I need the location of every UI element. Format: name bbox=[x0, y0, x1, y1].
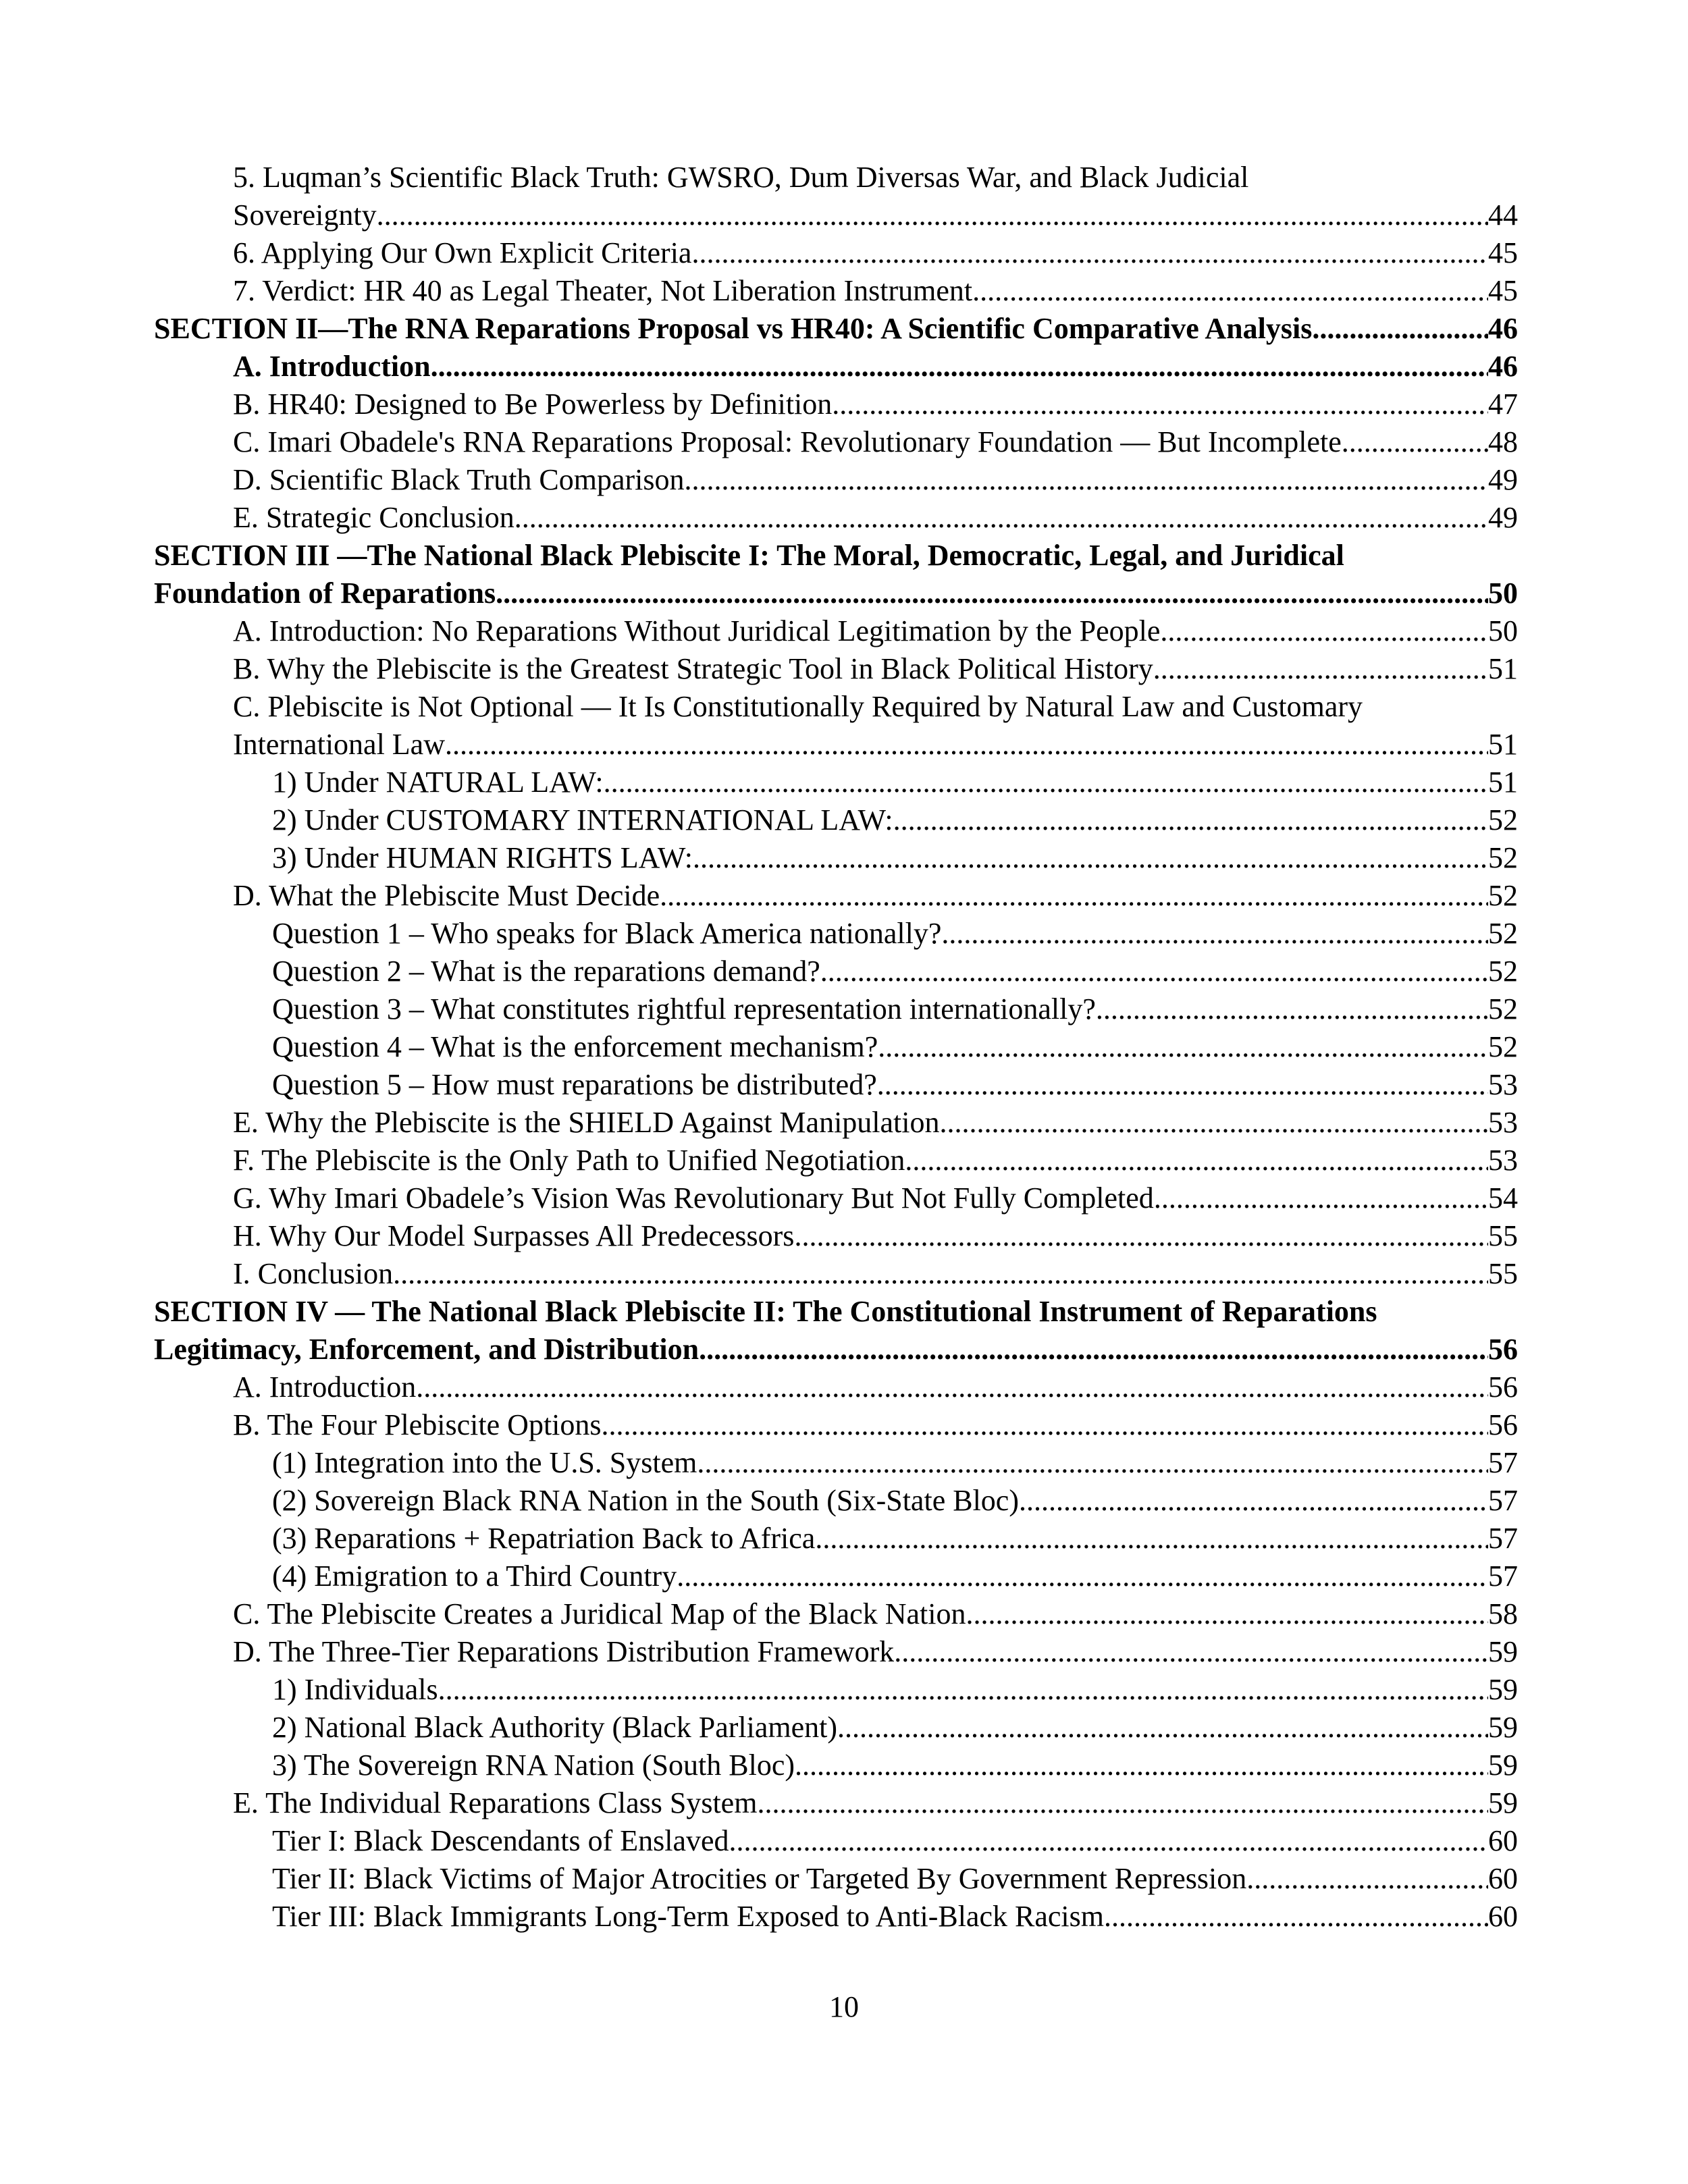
toc-entry-title: E. The Individual Reparations Class System bbox=[233, 1786, 758, 1819]
toc-entry-title: C. The Plebiscite Creates a Juridical Map of the Black Nation bbox=[233, 1597, 966, 1630]
toc-page-number: 47 bbox=[1488, 388, 1518, 421]
toc-leader-dots bbox=[438, 1671, 1488, 1709]
toc-page-number: 45 bbox=[1488, 236, 1518, 269]
toc-entry-title: A. Introduction: No Reparations Without Juridical Legitimation by the People bbox=[233, 614, 1161, 647]
toc-entry[interactable] bbox=[154, 1028, 1518, 1066]
toc-entry[interactable] bbox=[154, 877, 1518, 915]
toc-entry-line: SECTION IV — The National Black Plebiscite II: The Constitutional Instrument of Reparations bbox=[154, 1295, 1377, 1328]
toc-entry-title: C. Imari Obadele's RNA Reparations Proposal: Revolutionary Foundation — But Incomplete bbox=[233, 425, 1342, 458]
toc-entry-line: C. Plebiscite is Not Optional — It Is Constitutionally Required by Natural Law and Customary bbox=[233, 690, 1363, 723]
toc-leader-dots bbox=[697, 1444, 1488, 1482]
toc-page-number: 50 bbox=[1488, 577, 1518, 610]
toc-entry[interactable] bbox=[154, 650, 1518, 688]
toc-leader-dots bbox=[893, 801, 1488, 839]
toc-leader-dots bbox=[837, 1709, 1488, 1747]
toc-page-number: 55 bbox=[1488, 1219, 1518, 1252]
toc-page-number: 60 bbox=[1488, 1900, 1518, 1933]
toc-page-number: 45 bbox=[1488, 274, 1518, 307]
toc-page-number: 51 bbox=[1488, 728, 1518, 761]
toc-entry-title: B. The Four Plebiscite Options bbox=[233, 1408, 602, 1441]
page-number: 10 bbox=[829, 1990, 859, 2023]
toc-entry[interactable] bbox=[154, 1860, 1518, 1898]
toc-page-number: 53 bbox=[1488, 1144, 1518, 1177]
toc-entry[interactable] bbox=[154, 348, 1518, 385]
toc-page-number: 56 bbox=[1488, 1370, 1518, 1404]
toc-entry-title: B. Why the Plebiscite is the Greatest Strategic Tool in Black Political History bbox=[233, 652, 1153, 685]
toc-leader-dots bbox=[905, 1142, 1488, 1179]
toc-entry[interactable] bbox=[154, 310, 1518, 348]
toc-leader-dots bbox=[794, 1217, 1488, 1255]
toc-leader-dots bbox=[1154, 1179, 1488, 1217]
toc-entry[interactable] bbox=[154, 839, 1518, 877]
toc-page-number: 46 bbox=[1488, 312, 1518, 345]
toc-leader-dots bbox=[1312, 310, 1488, 348]
toc-page-number: 51 bbox=[1488, 766, 1518, 799]
toc-entry[interactable] bbox=[154, 1671, 1518, 1709]
toc-page-number: 51 bbox=[1488, 652, 1518, 685]
toc-entry-title: D. Scientific Black Truth Comparison bbox=[233, 463, 685, 496]
toc-entry-title: (4) Emigration to a Third Country bbox=[272, 1560, 677, 1593]
toc-page-number: 57 bbox=[1488, 1560, 1518, 1593]
toc-page-number: 55 bbox=[1488, 1257, 1518, 1290]
toc-page-number: 52 bbox=[1488, 803, 1518, 836]
toc-entry[interactable] bbox=[154, 1898, 1518, 1936]
toc-entry-title: 2) Under CUSTOMARY INTERNATIONAL LAW: bbox=[272, 803, 893, 836]
toc-leader-dots bbox=[377, 196, 1488, 234]
toc-page-number: 52 bbox=[1488, 992, 1518, 1026]
toc-entry[interactable] bbox=[154, 915, 1518, 953]
toc-page-number: 46 bbox=[1488, 350, 1518, 383]
toc-leader-dots bbox=[1096, 990, 1488, 1028]
toc-entry[interactable] bbox=[154, 1368, 1518, 1406]
toc-leader-dots bbox=[515, 499, 1488, 537]
toc-entry[interactable] bbox=[154, 1557, 1518, 1595]
toc-entry[interactable] bbox=[154, 1217, 1518, 1255]
toc-entry-title: 3) Under HUMAN RIGHTS LAW: bbox=[272, 841, 693, 874]
toc-entry-title: 2) National Black Authority (Black Parliament) bbox=[272, 1711, 838, 1744]
toc-page-number: 52 bbox=[1488, 955, 1518, 988]
toc-entry-title: Question 5 – How must reparations be distributed? bbox=[272, 1068, 877, 1101]
toc-entry-title: E. Why the Plebiscite is the SHIELD Against Manipulation bbox=[233, 1106, 940, 1139]
toc-entry[interactable] bbox=[154, 1595, 1518, 1633]
toc-leader-dots bbox=[815, 1520, 1488, 1557]
toc-leader-dots bbox=[966, 1595, 1488, 1633]
toc-leader-dots bbox=[693, 839, 1488, 877]
toc-leader-dots bbox=[685, 461, 1488, 499]
toc-leader-dots bbox=[677, 1557, 1488, 1595]
toc-entry-title: 1) Individuals bbox=[272, 1673, 438, 1706]
toc-entry[interactable] bbox=[154, 272, 1518, 310]
toc-page-number: 56 bbox=[1488, 1408, 1518, 1441]
toc-page-number: 57 bbox=[1488, 1446, 1518, 1479]
toc-page-number: 52 bbox=[1488, 841, 1518, 874]
toc-page-number: 49 bbox=[1488, 463, 1518, 496]
toc-page-number: 44 bbox=[1488, 198, 1518, 232]
toc-entry-title: B. HR40: Designed to Be Powerless by Definition bbox=[233, 388, 833, 421]
toc-page-number: 58 bbox=[1488, 1597, 1518, 1630]
toc-entry-title: Foundation of Reparations bbox=[154, 577, 496, 610]
toc-page-number: 49 bbox=[1488, 501, 1518, 534]
table-of-contents bbox=[154, 159, 1518, 1936]
toc-entry-title: (3) Reparations + Repatriation Back to Africa bbox=[272, 1522, 816, 1555]
toc-page-number: 59 bbox=[1488, 1635, 1518, 1668]
toc-entry[interactable] bbox=[154, 1406, 1518, 1444]
toc-entry-title: Question 4 – What is the enforcement mechanism? bbox=[272, 1030, 878, 1063]
toc-entry-title: Question 2 – What is the reparations demand? bbox=[272, 955, 820, 988]
toc-entry[interactable] bbox=[154, 1482, 1518, 1520]
toc-entry[interactable] bbox=[154, 1331, 1518, 1368]
toc-leader-dots bbox=[416, 1368, 1488, 1406]
toc-entry[interactable] bbox=[154, 1066, 1518, 1104]
toc-page-number: 53 bbox=[1488, 1106, 1518, 1139]
toc-entry-title: D. What the Plebiscite Must Decide bbox=[233, 879, 660, 912]
toc-page-number: 59 bbox=[1488, 1673, 1518, 1706]
toc-leader-dots bbox=[393, 1255, 1488, 1293]
toc-entry[interactable] bbox=[154, 575, 1518, 612]
toc-leader-dots bbox=[940, 1104, 1488, 1142]
toc-leader-dots bbox=[445, 726, 1488, 764]
toc-entry-title: 7. Verdict: HR 40 as Legal Theater, Not Liberation Instrument bbox=[233, 274, 973, 307]
toc-entry[interactable] bbox=[154, 1142, 1518, 1179]
toc-leader-dots bbox=[496, 575, 1488, 612]
toc-entry-title: Tier II: Black Victims of Major Atrocities or Targeted By Government Repression bbox=[272, 1862, 1247, 1895]
toc-entry-title: H. Why Our Model Surpasses All Predecessors bbox=[233, 1219, 795, 1252]
toc-page-number: 52 bbox=[1488, 879, 1518, 912]
toc-leader-dots bbox=[1160, 612, 1488, 650]
toc-entry-title: 1) Under NATURAL LAW: bbox=[272, 766, 604, 799]
toc-entry[interactable] bbox=[154, 1179, 1518, 1217]
toc-entry[interactable] bbox=[154, 234, 1518, 272]
toc-entry-title: Question 3 – What constitutes rightful representation internationally? bbox=[272, 992, 1096, 1026]
toc-entry-title: E. Strategic Conclusion bbox=[233, 501, 515, 534]
toc-leader-dots bbox=[699, 1331, 1488, 1368]
toc-entry-title: Tier I: Black Descendants of Enslaved bbox=[272, 1824, 729, 1857]
toc-entry-title: International Law bbox=[233, 728, 445, 761]
toc-entry[interactable] bbox=[154, 990, 1518, 1028]
toc-entry[interactable] bbox=[154, 953, 1518, 990]
toc-leader-dots bbox=[1246, 1860, 1488, 1898]
toc-entry[interactable] bbox=[154, 1444, 1518, 1482]
toc-entry[interactable] bbox=[154, 1520, 1518, 1557]
toc-leader-dots bbox=[941, 915, 1488, 953]
toc-leader-dots bbox=[878, 1028, 1488, 1066]
toc-entry[interactable] bbox=[154, 1633, 1518, 1671]
toc-entry-title: (2) Sovereign Black RNA Nation in the South (Six-State Bloc) bbox=[272, 1484, 1019, 1517]
toc-entry-title: 6. Applying Our Own Explicit Criteria bbox=[233, 236, 692, 269]
toc-entry-title: G. Why Imari Obadele’s Vision Was Revolutionary But Not Fully Completed bbox=[233, 1181, 1154, 1215]
toc-entry-title: A. Introduction bbox=[233, 1370, 417, 1404]
toc-leader-dots bbox=[972, 272, 1488, 310]
toc-entry[interactable] bbox=[154, 1255, 1518, 1293]
toc-entry[interactable] bbox=[154, 196, 1518, 234]
toc-page-number: 50 bbox=[1488, 614, 1518, 647]
toc-entry-title: Tier III: Black Immigrants Long-Term Exposed to Anti-Black Racism bbox=[272, 1900, 1104, 1933]
toc-page-number: 52 bbox=[1488, 917, 1518, 950]
toc-leader-dots bbox=[1019, 1482, 1488, 1520]
toc-entry[interactable] bbox=[154, 1747, 1518, 1784]
toc-entry-line: 5. Luqman’s Scientific Black Truth: GWSRO, Dum Diversas War, and Black Judicial bbox=[233, 161, 1249, 194]
toc-leader-dots bbox=[1104, 1898, 1488, 1936]
toc-page-number: 52 bbox=[1488, 1030, 1518, 1063]
toc-entry-line: SECTION III —The National Black Plebiscite I: The Moral, Democratic, Legal, and Juridical bbox=[154, 539, 1344, 572]
toc-entry[interactable] bbox=[154, 726, 1518, 764]
toc-page-number: 60 bbox=[1488, 1862, 1518, 1895]
toc-entry-title: I. Conclusion bbox=[233, 1257, 394, 1290]
toc-leader-dots bbox=[820, 953, 1488, 990]
toc-entry[interactable] bbox=[154, 423, 1518, 461]
toc-entry-title: Question 1 – Who speaks for Black America nationally? bbox=[272, 917, 942, 950]
toc-leader-dots bbox=[602, 1406, 1488, 1444]
toc-leader-dots bbox=[660, 877, 1488, 915]
toc-leader-dots bbox=[757, 1784, 1488, 1822]
toc-entry-title: SECTION II—The RNA Reparations Proposal vs HR40: A Scientific Comparative Analysis bbox=[154, 312, 1313, 345]
toc-entry[interactable] bbox=[154, 461, 1518, 499]
toc-entry-title: Sovereignty bbox=[233, 198, 377, 232]
toc-page-number: 57 bbox=[1488, 1522, 1518, 1555]
toc-leader-dots bbox=[832, 385, 1488, 423]
toc-page-number: 59 bbox=[1488, 1749, 1518, 1782]
toc-leader-dots bbox=[431, 348, 1488, 385]
toc-page-number: 54 bbox=[1488, 1181, 1518, 1215]
toc-page-number: 56 bbox=[1488, 1333, 1518, 1366]
toc-leader-dots bbox=[795, 1747, 1488, 1784]
toc-entry[interactable] bbox=[154, 499, 1518, 537]
toc-leader-dots bbox=[877, 1066, 1488, 1104]
toc-page-number: 53 bbox=[1488, 1068, 1518, 1101]
toc-page-number: 48 bbox=[1488, 425, 1518, 458]
toc-page-number: 60 bbox=[1488, 1824, 1518, 1857]
toc-entry[interactable] bbox=[154, 801, 1518, 839]
toc-leader-dots bbox=[604, 764, 1488, 801]
toc-entry-title: (1) Integration into the U.S. System bbox=[272, 1446, 697, 1479]
toc-page-number: 59 bbox=[1488, 1711, 1518, 1744]
toc-leader-dots bbox=[691, 234, 1488, 272]
toc-entry[interactable] bbox=[154, 1709, 1518, 1747]
toc-leader-dots bbox=[729, 1822, 1488, 1860]
toc-entry[interactable] bbox=[154, 1822, 1518, 1860]
toc-entry-title: F. The Plebiscite is the Only Path to Unified Negotiation bbox=[233, 1144, 905, 1177]
toc-leader-dots bbox=[1342, 423, 1488, 461]
toc-leader-dots bbox=[894, 1633, 1488, 1671]
toc-page-number: 57 bbox=[1488, 1484, 1518, 1517]
toc-entry-title: 3) The Sovereign RNA Nation (South Bloc) bbox=[272, 1749, 795, 1782]
toc-entry-title: Legitimacy, Enforcement, and Distribution bbox=[154, 1333, 700, 1366]
toc-entry[interactable] bbox=[154, 612, 1518, 650]
toc-entry[interactable] bbox=[154, 1104, 1518, 1142]
toc-entry-title: A. Introduction bbox=[233, 350, 431, 383]
toc-entry-title: D. The Three-Tier Reparations Distribution Framework bbox=[233, 1635, 895, 1668]
toc-entry[interactable] bbox=[154, 385, 1518, 423]
toc-entry[interactable] bbox=[154, 1784, 1518, 1822]
toc-leader-dots bbox=[1153, 650, 1488, 688]
toc-page-number: 59 bbox=[1488, 1786, 1518, 1819]
toc-entry[interactable] bbox=[154, 764, 1518, 801]
